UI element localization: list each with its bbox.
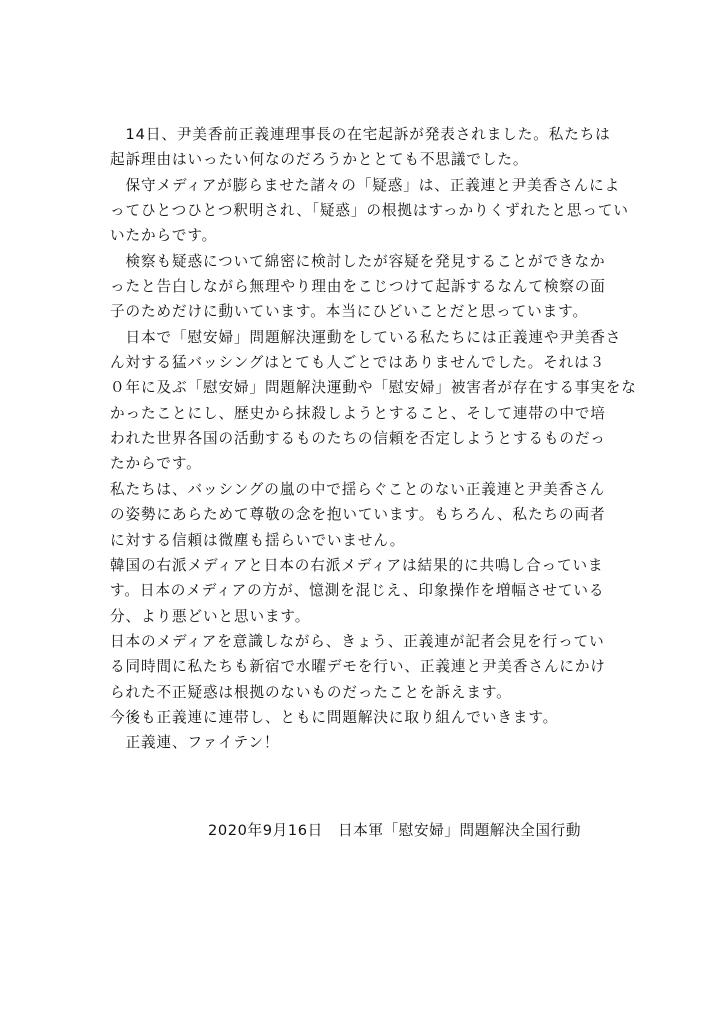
text-line: ん対する猛バッシングはとても人ごとではありませんでした。それは３ <box>110 354 606 372</box>
text-line: に対する信頼は微塵も揺らいでいません。 <box>110 531 406 549</box>
text-line: われた世界各国の活動するものたちの信頼を否定しようとするものだっ <box>110 430 606 448</box>
text-line: る同時間に私たちも新宿で水曜デモを行い、正義連と尹美香さんにかけ <box>110 658 606 676</box>
text-line: 分、より悪どいと思います。 <box>110 607 311 625</box>
statement-body <box>110 122 637 756</box>
text-line: 起訴理由はいったい何なのだろうかととても不思議でした。 <box>110 151 529 169</box>
text-line: 日本で「慰安婦」問題解決運動をしている私たちには正義連や尹美香さ <box>110 328 622 346</box>
text-line: ０年に及ぶ「慰安婦」問題解決運動や「慰安婦」被害者が存在する事実をな <box>110 379 637 397</box>
text-line: 子のためだけに動いています。本当にひどいことだと思っています。 <box>110 303 588 321</box>
text-line: たからです。 <box>110 455 202 473</box>
text-line: られた不正疑惑は根拠のないものだったことを訴えます。 <box>110 683 512 701</box>
text-line: いたからです。 <box>110 227 218 245</box>
text-line: ってひとつひとつ釈明され、「疑惑」の根拠はすっかりくずれたと思ってい <box>110 202 629 220</box>
text-line: 保守メディアが膨らませた諸々の「疑惑」は、正義連と尹美香さんによ <box>110 176 621 194</box>
text-line: ったと告白しながら無理やり理由をこじつけて起訴するなんて検察の面 <box>110 278 606 296</box>
text-line: かったことにし、歴史から抹殺しようとすること、そして連帯の中で培 <box>110 404 606 422</box>
text-line: 私たちは、バッシングの嵐の中で揺らぐことのない正義連と尹美香さん <box>110 480 606 498</box>
text-line: 日本のメディアを意識しながら、きょう、正義連が記者会見を行ってい <box>110 632 605 650</box>
text-line: 正義連、ファイテン！ <box>110 734 280 752</box>
text-line: 韓国の右派メディアと日本の右派メディアは結果的に共鳴し合っていま <box>110 556 604 574</box>
text-line: 検察も疑惑について綿密に検討したが容疑を発見することができなか <box>110 252 606 270</box>
text-line: す。日本のメディアの方が、憶測を混じえ、印象操作を増幅させている <box>110 582 605 600</box>
text-line: 今後も正義連に連帯し、ともに問題解決に取り組んでいきます。 <box>110 708 559 726</box>
text-line: の姿勢にあらためて尊敬の念を抱いています。もちろん、私たちの両者 <box>110 506 606 524</box>
date-and-signature: 2020年9月16日 日本軍「慰安婦」問題解決全国行動 <box>208 822 582 839</box>
text-line: 14日、尹美香前正義連理事長の在宅起訴が発表されました。私たちは <box>110 126 611 143</box>
